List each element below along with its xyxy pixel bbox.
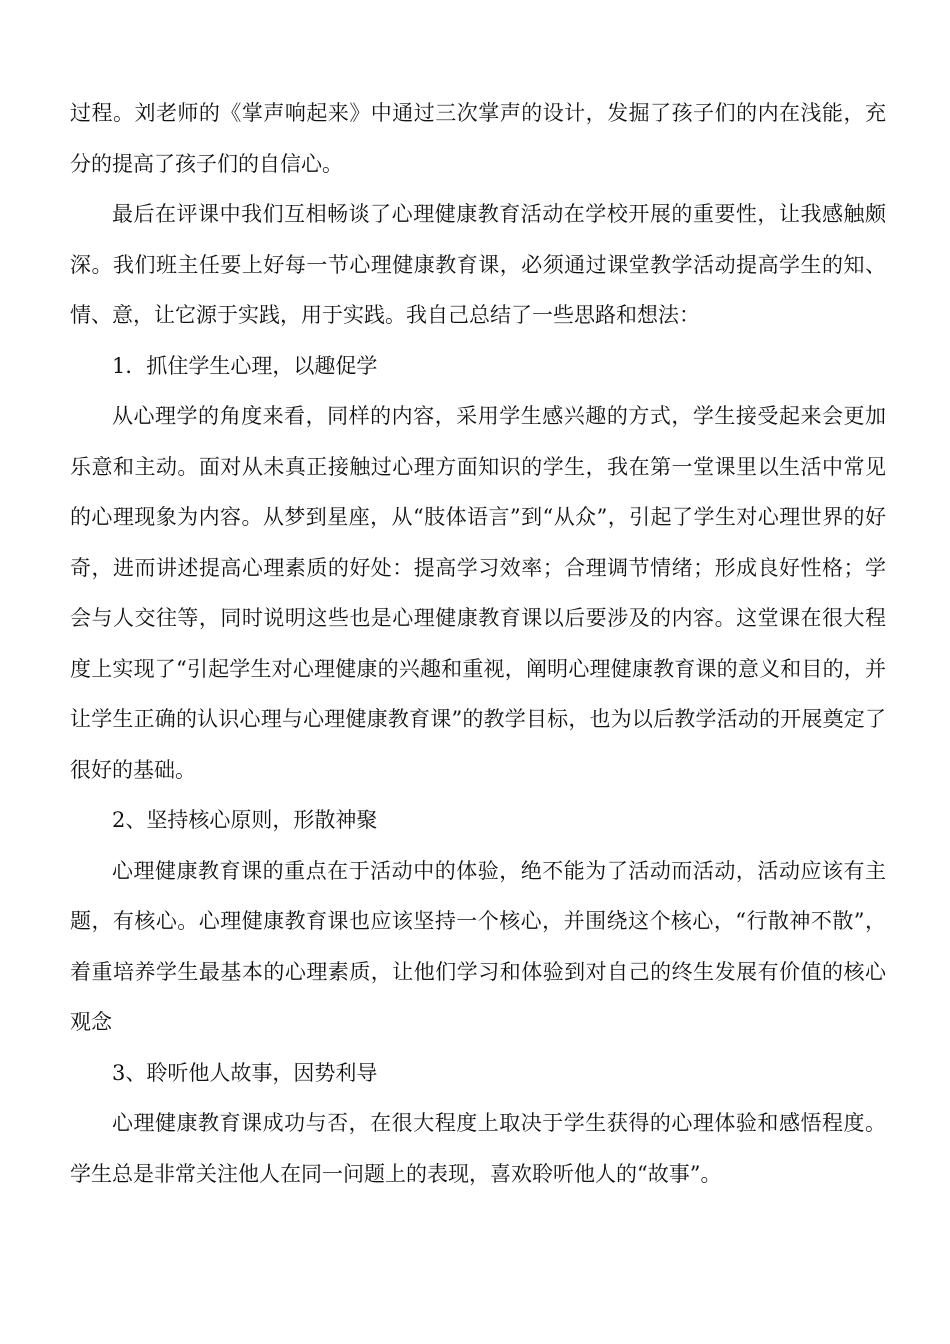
heading-point-2: 2、坚持核心原则，形散神聚: [112, 808, 378, 832]
paragraph-point-3: 心理健康教育课成功与否，在很大程度上取决于学生获得的心理体验和感悟程度。学生总是非常关注他人在同一问题上的表现，喜欢聆听他人的“故事”。: [70, 1111, 886, 1186]
document-page: [70, 88, 886, 1199]
paragraph-point-2: 心理健康教育课的重点在于活动中的体验，绝不能为了活动而活动，活动应该有主题，有核心。心理健康教育课也应该坚持一个核心，并围绕这个核心，“行散神不散”，着重培养学生最基本的心理素质，让他们学习和体验到对自己的终生发展有价值的核心观念: [70, 858, 886, 1034]
paragraph-continuation: 过程。刘老师的《掌声响起来》中通过三次掌声的设计，发掘了孩子们的内在浅能，充分的提高了孩子们的自信心。: [70, 101, 886, 176]
paragraph-point-1: 从心理学的角度来看，同样的内容，采用学生感兴趣的方式，学生接受起来会更加乐意和主动。面对从未真正接触过心理方面知识的学生，我在第一堂课里以生活中常见的心理现象为内容。从梦到星座，从“肢体语言”到“从众”，引起了学生对心理世界的好奇，进而讲述提高心理素质的好处：提高学习效率；合理调节情绪；形成良好性格；学会与人交往等，同时说明这些也是心理健康教育课以后要涉及的内容。这堂课在很大程度上实现了“引起学生对心理健康的兴趣和重视，阐明心理健康教育课的意义和目的，并让学生正确的认识心理与心理健康教育课”的教学目标，也为以后教学活动的开展奠定了很好的基础。: [70, 404, 886, 782]
heading-point-3: 3、聆听他人故事，因势利导: [112, 1060, 378, 1085]
heading-point-1: 1．抓住学生心理，以趣促学: [112, 353, 378, 378]
paragraph-evaluation: 最后在评课中我们互相畅谈了心理健康教育活动在学校开展的重要性，让我感触颇深。我们班主任要上好每一节心理健康教育课，必须通过课堂教学活动提高学生的知、情、意，让它源于实践，用于实践。我自己总结了一些思路和想法：: [70, 202, 886, 327]
